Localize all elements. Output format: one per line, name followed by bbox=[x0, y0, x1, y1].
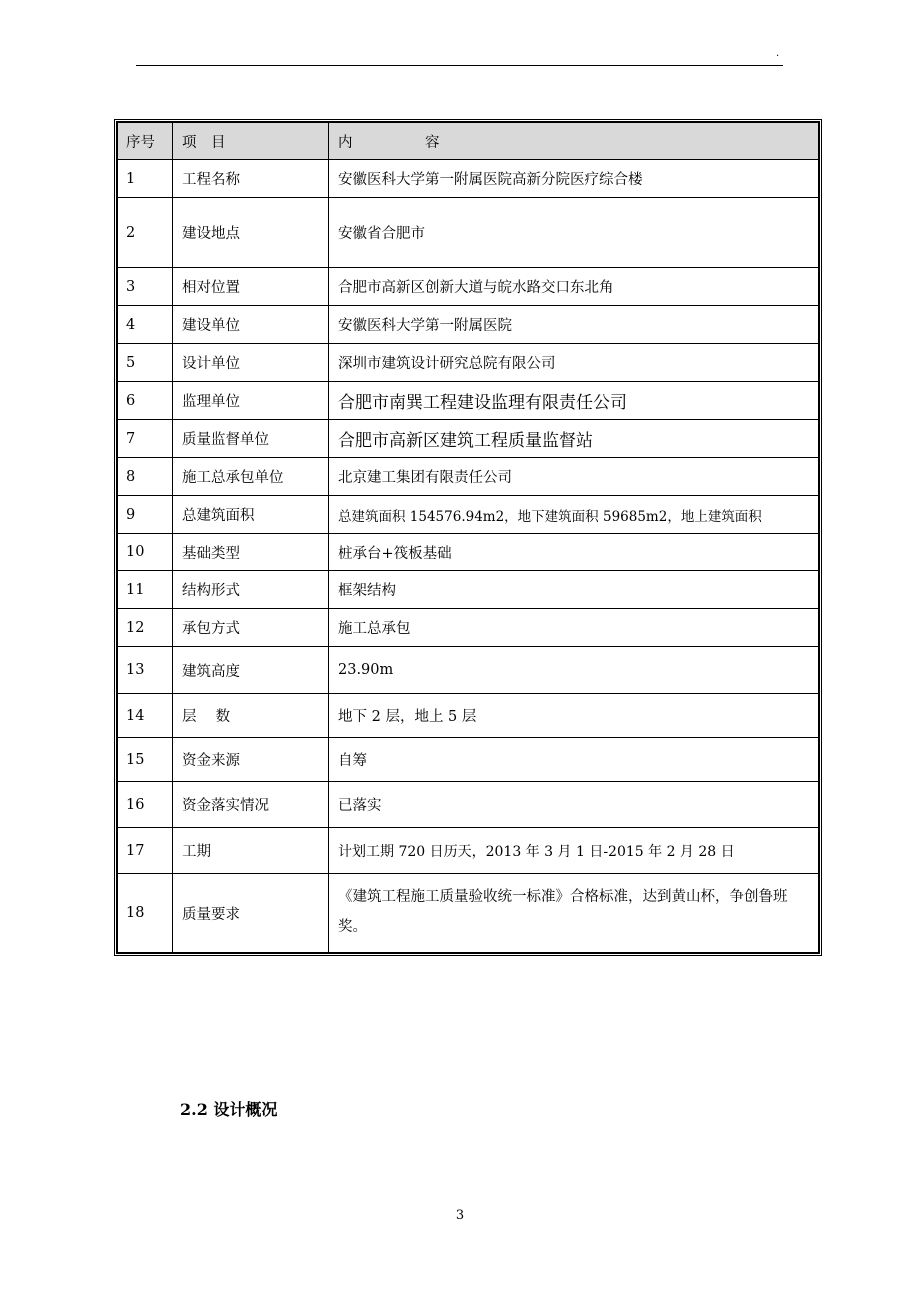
row-item: 质量要求 bbox=[173, 874, 329, 953]
row-item: 工程名称 bbox=[173, 160, 329, 198]
table-row bbox=[118, 160, 819, 198]
row-content: 已落实 bbox=[329, 782, 819, 828]
row-no: 2 bbox=[118, 198, 173, 268]
table-row bbox=[118, 782, 819, 828]
table-row bbox=[118, 198, 819, 268]
table-row bbox=[118, 571, 819, 609]
row-item: 相对位置 bbox=[173, 268, 329, 306]
header-content: 内 容 bbox=[329, 123, 819, 160]
table-row bbox=[118, 738, 819, 782]
row-content: 合肥市高新区创新大道与皖水路交口东北角 bbox=[329, 268, 819, 306]
header-rule bbox=[136, 65, 783, 66]
row-content: 合肥市南巽工程建设监理有限责任公司 bbox=[329, 382, 819, 420]
row-item: 监理单位 bbox=[173, 382, 329, 420]
table-row bbox=[118, 306, 819, 344]
row-no: 1 bbox=[118, 160, 173, 198]
row-content: 合肥市高新区建筑工程质量监督站 bbox=[329, 420, 819, 458]
row-no: 18 bbox=[118, 874, 173, 953]
project-info-table bbox=[114, 119, 822, 956]
row-no: 3 bbox=[118, 268, 173, 306]
row-item: 建筑高度 bbox=[173, 647, 329, 694]
table-row bbox=[118, 458, 819, 496]
row-no: 4 bbox=[118, 306, 173, 344]
row-item: 工期 bbox=[173, 828, 329, 874]
row-item: 层 数 bbox=[173, 694, 329, 738]
row-no: 16 bbox=[118, 782, 173, 828]
row-content: 计划工期 720 日历天，2013 年 3 月 1 日-2015 年 2 月 28 日 bbox=[329, 828, 819, 874]
row-content: 深圳市建筑设计研究总院有限公司 bbox=[329, 344, 819, 382]
row-content: 安徽省合肥市 bbox=[329, 198, 819, 268]
table-row bbox=[118, 828, 819, 874]
row-item: 建设地点 bbox=[173, 198, 329, 268]
row-no: 15 bbox=[118, 738, 173, 782]
row-no: 6 bbox=[118, 382, 173, 420]
table-header-row bbox=[118, 123, 819, 160]
row-item: 总建筑面积 bbox=[173, 496, 329, 534]
table-row bbox=[118, 496, 819, 534]
row-content: 地下 2 层，地上 5 层 bbox=[329, 694, 819, 738]
row-content: 框架结构 bbox=[329, 571, 819, 609]
table-row bbox=[118, 344, 819, 382]
row-no: 13 bbox=[118, 647, 173, 694]
row-content: 23.90m bbox=[329, 647, 819, 694]
table-row bbox=[118, 382, 819, 420]
row-item: 质量监督单位 bbox=[173, 420, 329, 458]
header-item: 项 目 bbox=[173, 123, 329, 160]
row-no: 12 bbox=[118, 609, 173, 647]
row-item: 结构形式 bbox=[173, 571, 329, 609]
row-content: 北京建工集团有限责任公司 bbox=[329, 458, 819, 496]
table-row bbox=[118, 609, 819, 647]
table-row bbox=[118, 268, 819, 306]
row-content: 安徽医科大学第一附属医院高新分院医疗综合楼 bbox=[329, 160, 819, 198]
page-number: 3 bbox=[455, 1208, 465, 1223]
row-no: 7 bbox=[118, 420, 173, 458]
row-no: 8 bbox=[118, 458, 173, 496]
row-content: 自筹 bbox=[329, 738, 819, 782]
row-item: 资金落实情况 bbox=[173, 782, 329, 828]
row-content: 安徽医科大学第一附属医院 bbox=[329, 306, 819, 344]
row-content: 施工总承包 bbox=[329, 609, 819, 647]
row-item: 施工总承包单位 bbox=[173, 458, 329, 496]
row-item: 设计单位 bbox=[173, 344, 329, 382]
table-row bbox=[118, 534, 819, 571]
table-row bbox=[118, 874, 819, 953]
row-no: 11 bbox=[118, 571, 173, 609]
header-no: 序号 bbox=[118, 123, 173, 160]
row-no: 9 bbox=[118, 496, 173, 534]
table-row bbox=[118, 647, 819, 694]
row-no: 17 bbox=[118, 828, 173, 874]
row-item: 承包方式 bbox=[173, 609, 329, 647]
row-content: 总建筑面积 154576.94m2，地下建筑面积 59685m2，地上建筑面积 bbox=[329, 496, 819, 534]
row-no: 14 bbox=[118, 694, 173, 738]
row-no: 5 bbox=[118, 344, 173, 382]
table-row bbox=[118, 694, 819, 738]
row-item: 建设单位 bbox=[173, 306, 329, 344]
table-row bbox=[118, 420, 819, 458]
row-content: 桩承台+筏板基础 bbox=[329, 534, 819, 571]
header-mark: . bbox=[776, 48, 780, 59]
row-item: 基础类型 bbox=[173, 534, 329, 571]
row-item: 资金来源 bbox=[173, 738, 329, 782]
section-heading: 2.2 设计概况 bbox=[180, 1100, 278, 1119]
row-content: 《建筑工程施工质量验收统一标准》合格标准，达到黄山杯，争创鲁班奖。 bbox=[329, 874, 819, 953]
row-no: 10 bbox=[118, 534, 173, 571]
